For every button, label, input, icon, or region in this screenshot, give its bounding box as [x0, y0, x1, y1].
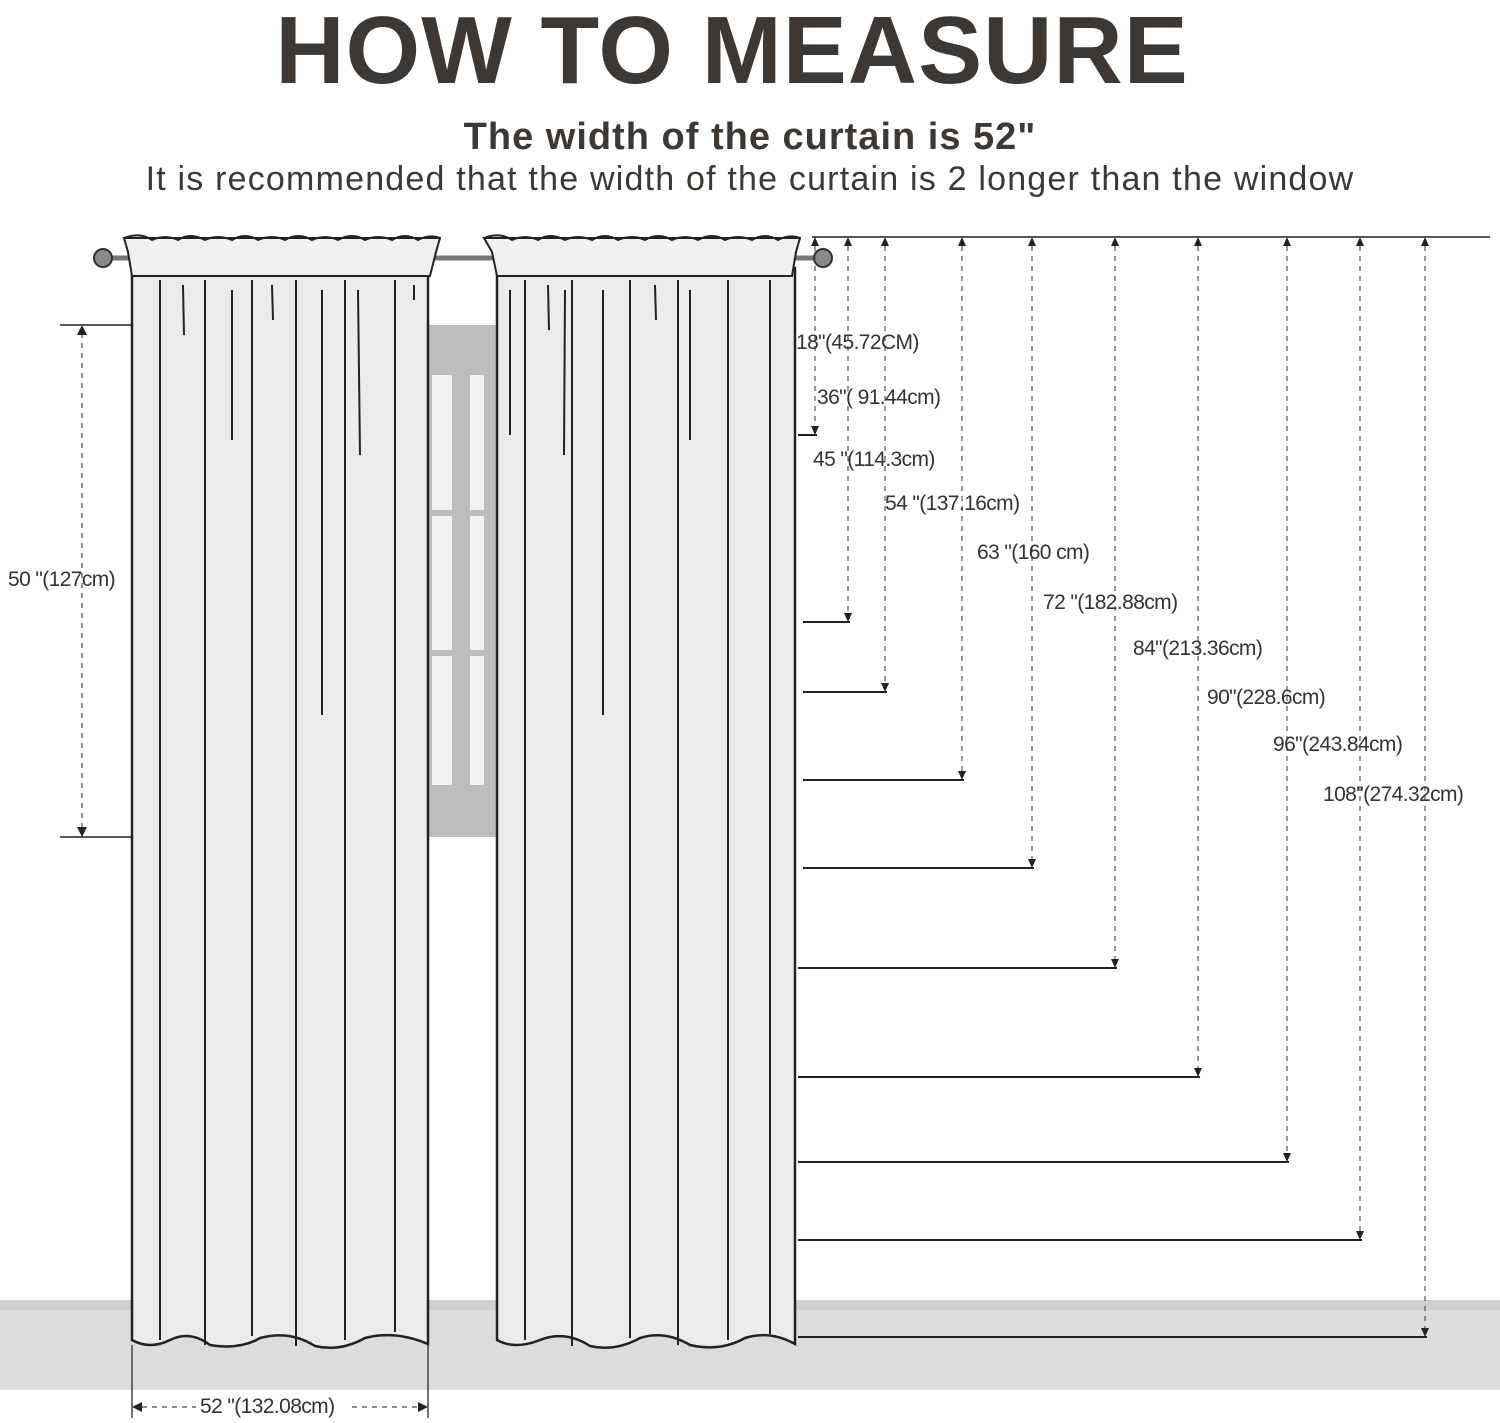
window-height-label: 50 "(127cm) [8, 568, 116, 591]
curtain-width-label: 52 "(132.08cm) [200, 1395, 335, 1418]
length-label-63: 63 "(160 cm) [977, 541, 1090, 564]
length-label-90: 90"(228.6cm) [1207, 686, 1326, 709]
length-label-96: 96"(243.84cm) [1273, 733, 1403, 756]
window-frame [425, 325, 497, 837]
left-curtain-panel [124, 235, 440, 1347]
length-label-36: 36"( 91.44cm) [817, 386, 941, 409]
page-title: HOW TO MEASURE [275, 0, 1189, 104]
length-label-54: 54 "(137.16cm) [885, 492, 1020, 515]
width-recommendation-note: It is recommended that the width of the curtain is 2 longer than the window [145, 160, 1355, 198]
right-curtain-panel [484, 235, 800, 1347]
length-label-45: 45 "(114.3cm) [813, 448, 935, 471]
length-label-84: 84"(213.36cm) [1133, 637, 1263, 660]
length-label-18: 18"(45.72CM) [796, 331, 919, 354]
length-guide-2 [803, 237, 852, 622]
length-label-108: 108"(274.32cm) [1323, 783, 1464, 806]
curtain-width-heading: The width of the curtain is 52" [463, 116, 1037, 158]
length-label-72: 72 "(182.88cm) [1043, 591, 1178, 614]
